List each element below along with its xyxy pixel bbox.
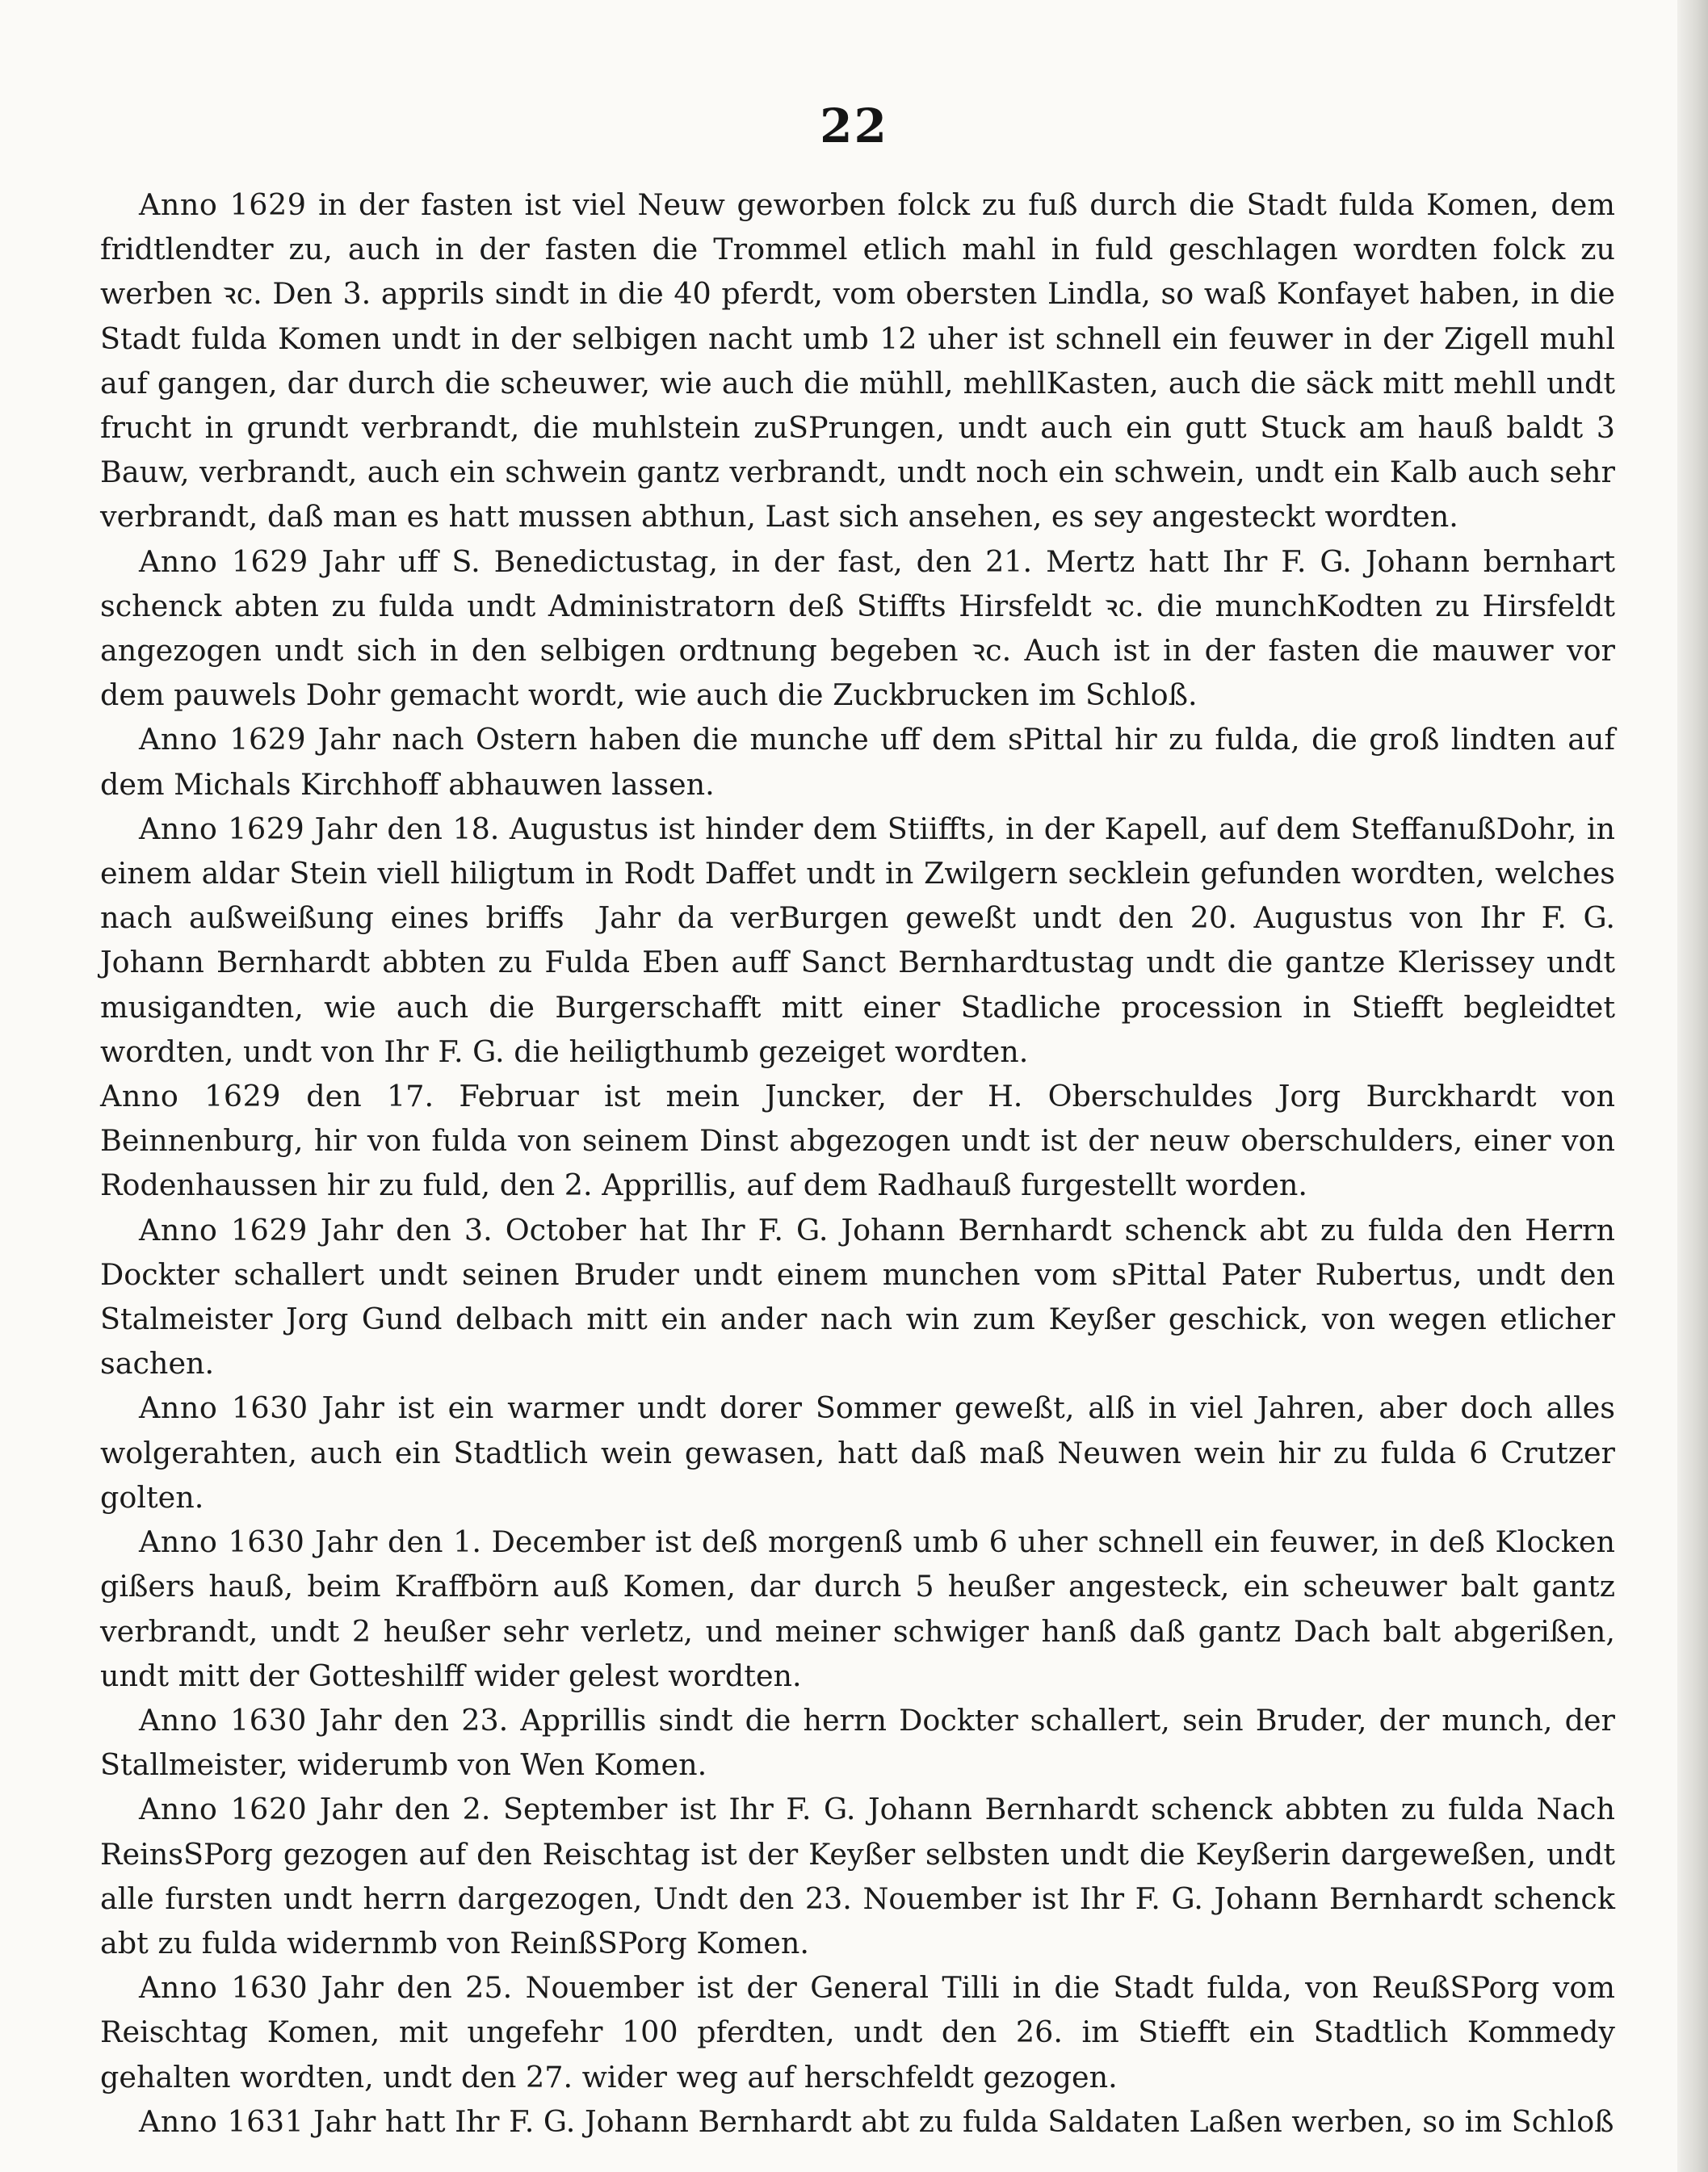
entry-text: Jahr ist ein warmer undt dorer Sommer geweßt, alß in viel Jahren, aber doch alles wolgerahten, auch ein Stadtlich wein gewasen, hatt daß maß Neuwen wein hir zu fulda 6 Crutzer golten. <box>100 1390 1616 1515</box>
entry-text: Jahr den 23. Apprillis sindt die herrn Dockter schallert, sein Bruder, der munch, der Stallmeister, widerumb von Wen Komen. <box>100 1702 1616 1783</box>
entry-year: Anno 1630 <box>139 1390 308 1426</box>
entry-text: Jahr den 2. September ist Ihr F. G. Johann Bernhardt schenck abbten zu fulda Nach ReinsSPorg gezogen auf den Reischtag ist der Keyßer selbsten undt die Keyßerin dargeweßen, undt alle fursten undt herrn dargezogen, Undt den 23. Nouember ist Ihr F. G. Johann Bernhardt schenck abt zu fulda widernmb von ReinßSPorg Komen. <box>100 1792 1616 1960</box>
entry-year: Anno 1629 <box>139 1212 308 1247</box>
chronicle-paragraph <box>100 807 1615 1074</box>
entry-text-continued: Jahr da verBurgen geweßt undt den 20. Augustus von Ihr F. G. Johann Bernhardt abbten zu Fulda Eben auff Sanct Bernhardtustag undt die gantze Klerissey undt musigandten, wie auch die Burgerschafft mitt einer Stadliche procession in Stiefft begleidtet wordten, undt von Ihr F. G. die heiligthumb gezeiget wordten. <box>100 900 1616 1069</box>
chronicle-paragraph <box>100 1965 1615 2099</box>
entry-text: Jahr den 1. December ist deß morgenß umb 6 uher schnell ein feuwer, in deß Klocken gißers hauß, beim Kraffbörn auß Komen, dar durch 5 heußer angesteck, ein scheuwer balt gantz verbrandt, undt 2 heußer sehr verletz, und meiner schwiger hanß daß gantz Dach balt abgerißen, undt mitt der Gotteshilff wider gelest wordten. <box>100 1524 1615 1693</box>
entry-year: Anno 1630 <box>139 1702 307 1738</box>
entry-year: Anno 1620 <box>139 1792 308 1827</box>
chronicle-text <box>100 182 1615 2144</box>
entry-year: Anno 1629 <box>139 722 307 757</box>
page-number: 22 <box>820 99 888 153</box>
chronicle-paragraph <box>100 1208 1615 1386</box>
page-edge-shadow <box>1677 0 1708 2172</box>
chronicle-paragraph <box>100 2099 1615 2144</box>
entry-text: Jahr nach Ostern haben die munche uff dem sPittal hir zu fulda, die groß lindten auf dem Michals Kirchhoff abhauwen lassen. <box>100 722 1616 802</box>
chronicle-paragraph <box>100 539 1615 718</box>
entry-text: in der fasten ist viel Neuw geworben folck zu fuß durch die Stadt fulda Komen, dem fridtlendter zu, auch in der fasten die Trommel etlich mahl in fuld geschlagen wordten folck zu werben ꝛc. Den 3. apprils sindt in die 40 pferdt, vom obersten Lindla, so waß Konfayet haben, in die Stadt fulda Komen undt in der selbigen nacht umb 12 uher ist schnell ein feuwer in der Zigell muhl auf gangen, dar durch die scheuwer, wie auch die mühll, mehllKasten, auch die säck mitt mehll undt frucht in grundt verbrandt, die muhlstein zuSPrungen, undt auch ein gutt Stuck am hauß baldt 3 Bauw, verbrandt, auch ein schwein gantz verbrandt, undt noch ein schwein, undt ein Kalb auch sehr verbrandt, daß man es hatt mussen abthun, Last sich ansehen, es sey angesteckt wordten. <box>100 187 1615 535</box>
chronicle-paragraph <box>100 182 1615 539</box>
entry-text: den 17. Februar ist mein Juncker, der H. Oberschuldes Jorg Burckhardt von Beinnenburg, hir von fulda von seinem Dinst abgezogen undt ist der neuw oberschulders, einer von Rodenhaussen hir zu fuld, den 2. Apprillis, auf dem Radhauß furgestellt worden. <box>100 1079 1615 1203</box>
entry-text: Jahr den 3. October hat Ihr F. G. Johann Bernhardt schenck abt zu fulda den Herrn Dockter schallert undt seinen Bruder undt einem munchen vom sPittal Pater Rubertus, undt den Stalmeister Jorg Gund delbach mitt ein ander nach win zum Keyßer geschick, von wegen etlicher sachen. <box>100 1212 1616 1382</box>
entry-year: Anno 1629 <box>139 811 305 846</box>
entry-year: Anno 1629 <box>100 1079 282 1114</box>
chronicle-paragraph <box>100 1698 1615 1787</box>
entry-year: Anno 1631 <box>139 2103 304 2139</box>
entry-year: Anno 1630 <box>139 1524 305 1560</box>
chronicle-paragraph <box>100 1386 1615 1520</box>
chronicle-paragraph <box>100 1787 1615 1965</box>
chronicle-paragraph <box>100 717 1615 806</box>
chronicle-paragraph <box>100 1520 1615 1698</box>
entry-year: Anno 1629 <box>139 187 307 222</box>
chronicle-paragraph <box>100 1074 1615 1208</box>
entry-year: Anno 1630 <box>139 1970 308 2006</box>
entry-text: Jahr uff S. Benedictustag, in der fast, den 21. Mertz hatt Ihr F. G. Johann bernhart schenck abten zu fulda undt Administratorn deß Stiffts Hirsfeldt ꝛc. die munchKodten zu Hirsfeldt angezogen undt sich in den selbigen ordtnung begeben ꝛc. Auch ist in der fasten die mauwer vor dem pauwels Dohr gemacht wordt, wie auch die Zuckbrucken im Schloß. <box>100 543 1616 713</box>
entry-text: Jahr hatt Ihr F. G. Johann Bernhardt abt zu fulda Saldaten Laßen werben, so im Schloß <box>313 2103 1614 2139</box>
entry-text: Jahr den 18. Augustus ist hinder dem Stiiffts, in der Kapell, auf dem SteffanußDohr, in einem aldar Stein viell hiligtum in Rodt Daffet undt in Zwilgern secklein gefunden wordten, welches nach außweißung eines briffs <box>100 811 1616 936</box>
entry-year: Anno 1629 <box>139 543 308 579</box>
entry-text: Jahr den 25. Nouember ist der General Tilli in die Stadt fulda, von ReußSPorg vom Reischtag Komen, mit ungefehr 100 pferdten, undt den 26. im Stiefft ein Stadtlich Kommedy gehalten wordten, undt den 27. wider weg auf herschfeldt gezogen. <box>100 1970 1616 2094</box>
